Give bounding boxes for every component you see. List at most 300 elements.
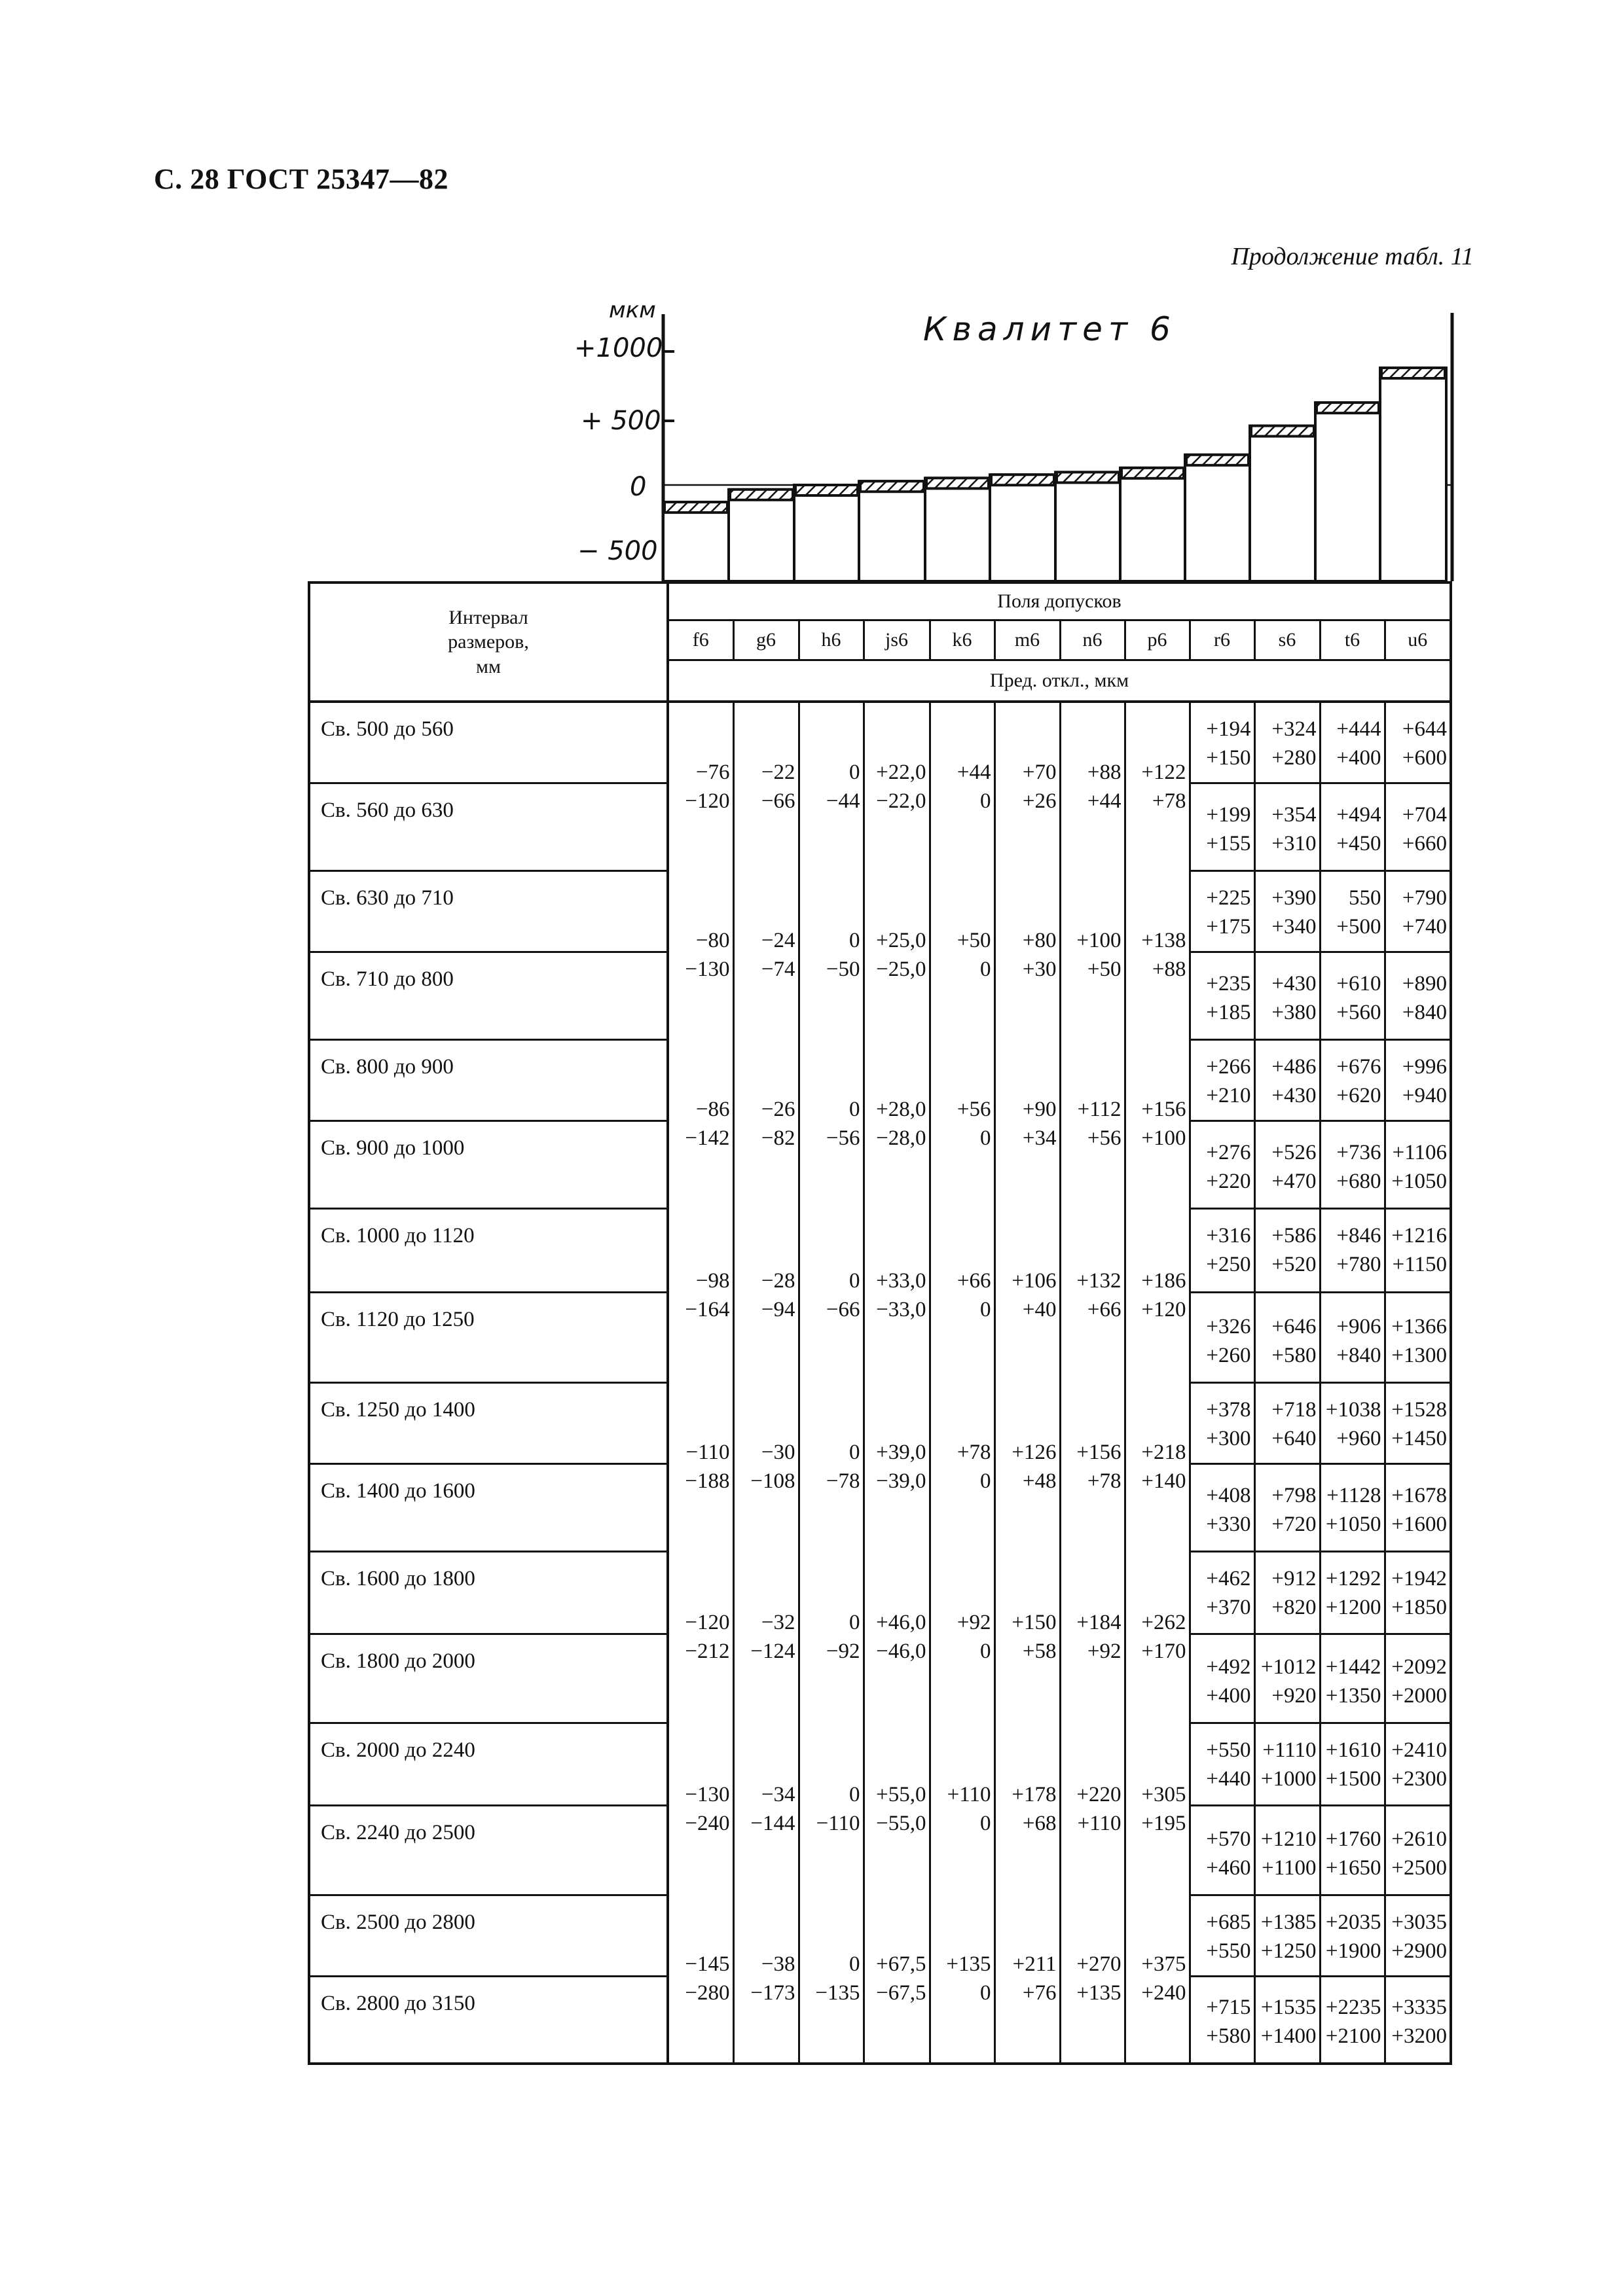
lower-deviation: +100 xyxy=(1141,1126,1186,1150)
upper-deviation: +494 xyxy=(1336,802,1381,827)
upper-deviation: +492 xyxy=(1206,1655,1251,1679)
deviation-cell-p6 xyxy=(1125,870,1190,1039)
deviation-cell-m6 xyxy=(994,1039,1060,1208)
lower-deviation: 0 xyxy=(980,958,991,981)
deviation-cell-f6 xyxy=(668,702,733,870)
deviation-cell-f6 xyxy=(668,1039,733,1208)
deviation-cell-u6 xyxy=(1385,702,1451,783)
lower-deviation: +88 xyxy=(1152,958,1186,981)
upper-deviation: 0 xyxy=(849,1269,860,1293)
lower-deviation: +56 xyxy=(1087,1126,1122,1150)
column-header-u6: u6 xyxy=(1385,620,1451,660)
upper-deviation: +408 xyxy=(1206,1483,1251,1507)
upper-deviation: 0 xyxy=(849,1952,860,1976)
upper-deviation: −120 xyxy=(685,1611,730,1634)
lower-deviation: +260 xyxy=(1206,1343,1251,1367)
upper-deviation: +199 xyxy=(1206,802,1251,827)
deviation-cell-u6 xyxy=(1385,1634,1451,1723)
lower-deviation: 0 xyxy=(980,1298,991,1321)
interval-label: Св. 900 до 1000 xyxy=(309,1121,668,1208)
upper-deviation: +1528 xyxy=(1391,1397,1447,1422)
lower-deviation: −124 xyxy=(750,1640,795,1663)
lower-deviation: −212 xyxy=(685,1640,730,1663)
y-label-plus-1000: +1000 xyxy=(574,333,663,363)
upper-deviation: +526 xyxy=(1271,1140,1317,1164)
lower-deviation: 0 xyxy=(980,1640,991,1663)
lower-deviation: +620 xyxy=(1336,1083,1381,1107)
upper-deviation: +218 xyxy=(1141,1441,1186,1464)
deviation-cell-f6 xyxy=(668,1895,733,2064)
deviation-cell-k6 xyxy=(930,1551,994,1723)
deviation-cell-r6 xyxy=(1190,1723,1254,1805)
column-header-n6: n6 xyxy=(1060,620,1125,660)
upper-deviation: 550 xyxy=(1349,886,1381,910)
deviation-cell-h6 xyxy=(799,1551,864,1723)
lower-deviation: +1500 xyxy=(1325,1767,1381,1791)
lower-deviation: +40 xyxy=(1022,1298,1057,1321)
field-column-u6 xyxy=(1380,368,1446,581)
upper-deviation: −76 xyxy=(695,761,730,784)
upper-deviation: +390 xyxy=(1271,886,1317,910)
upper-deviation: +112 xyxy=(1077,1098,1122,1121)
field-column-k6 xyxy=(925,478,990,581)
lower-deviation: +240 xyxy=(1141,1981,1186,2005)
lower-deviation: +1200 xyxy=(1325,1595,1381,1619)
lower-deviation: +1150 xyxy=(1392,1252,1447,1276)
deviation-cell-k6 xyxy=(930,1039,994,1208)
lower-deviation: +600 xyxy=(1402,746,1447,770)
upper-deviation: +375 xyxy=(1141,1952,1186,1976)
tolerance-band-k6 xyxy=(926,478,989,488)
lower-deviation: +520 xyxy=(1271,1252,1317,1276)
upper-deviation: −80 xyxy=(695,929,730,952)
upper-deviation: −110 xyxy=(685,1441,730,1464)
deviation-cell-g6 xyxy=(733,1723,799,1895)
deviation-cell-n6 xyxy=(1060,1208,1125,1382)
lower-deviation: 0 xyxy=(980,1981,991,2005)
lower-deviation: +300 xyxy=(1206,1426,1251,1450)
lower-deviation: −82 xyxy=(761,1126,795,1150)
upper-deviation: +122 xyxy=(1141,761,1186,784)
deviation-cell-js6 xyxy=(864,1895,930,2064)
deviation-cell-h6 xyxy=(799,1895,864,2064)
table-row xyxy=(309,1723,1451,1805)
lower-deviation: −108 xyxy=(750,1469,795,1493)
deviation-cell-f6 xyxy=(668,870,733,1039)
deviation-cell-t6 xyxy=(1320,1805,1385,1895)
upper-deviation: +1128 xyxy=(1326,1483,1381,1507)
tolerance-fields xyxy=(663,368,1446,581)
deviation-cell-g6 xyxy=(733,1895,799,2064)
column-header-r6: r6 xyxy=(1190,620,1254,660)
lower-deviation: +2300 xyxy=(1391,1767,1447,1791)
upper-deviation: +156 xyxy=(1141,1098,1186,1121)
deviation-cell-t6 xyxy=(1320,702,1385,783)
upper-deviation: +39,0 xyxy=(876,1441,926,1464)
lower-deviation: +450 xyxy=(1336,831,1381,855)
lower-deviation: −67,5 xyxy=(876,1981,926,2005)
deviation-cell-g6 xyxy=(733,1382,799,1551)
deviation-cell-k6 xyxy=(930,1208,994,1382)
lower-deviation: +110 xyxy=(1077,1811,1122,1835)
upper-deviation: +1535 xyxy=(1260,1996,1317,2019)
upper-deviation: +305 xyxy=(1141,1782,1186,1806)
upper-deviation: +2410 xyxy=(1391,1738,1447,1762)
column-header-g6: g6 xyxy=(733,620,799,660)
deviation-cell-p6 xyxy=(1125,1039,1190,1208)
tolerance-fields-header: Поля допусков xyxy=(668,583,1451,620)
upper-deviation: +1110 xyxy=(1262,1738,1317,1762)
interval-label: Св. 560 до 630 xyxy=(309,783,668,870)
lower-deviation: −50 xyxy=(826,958,860,981)
lower-deviation: +1900 xyxy=(1325,1939,1381,1963)
deviation-cell-r6 xyxy=(1190,783,1254,870)
deviation-cell-r6 xyxy=(1190,952,1254,1039)
upper-deviation: +644 xyxy=(1402,717,1447,741)
deviation-cell-u6 xyxy=(1385,1382,1451,1463)
upper-deviation: −28 xyxy=(761,1269,795,1293)
lower-deviation: −120 xyxy=(685,789,730,813)
upper-deviation: +135 xyxy=(946,1952,991,1976)
deviation-cell-s6 xyxy=(1254,952,1320,1039)
deviation-cell-s6 xyxy=(1254,1039,1320,1121)
interval-label: Св. 1120 до 1250 xyxy=(309,1292,668,1382)
column-header-h6: h6 xyxy=(799,620,864,660)
deviation-cell-t6 xyxy=(1320,1976,1385,2064)
deviation-cell-js6 xyxy=(864,1039,930,1208)
deviation-cell-p6 xyxy=(1125,1382,1190,1551)
upper-deviation: +46,0 xyxy=(876,1611,926,1634)
lower-deviation: +280 xyxy=(1271,746,1317,770)
deviation-cell-s6 xyxy=(1254,1895,1320,1976)
lower-deviation: +920 xyxy=(1271,1683,1317,1708)
upper-deviation: +570 xyxy=(1206,1827,1251,1851)
deviation-cell-m6 xyxy=(994,870,1060,1039)
upper-deviation: +178 xyxy=(1012,1782,1057,1806)
lower-deviation: +1050 xyxy=(1391,1169,1447,1193)
upper-deviation: +50 xyxy=(957,929,991,952)
lower-deviation: −56 xyxy=(826,1126,860,1150)
lower-deviation: +170 xyxy=(1141,1640,1186,1663)
upper-deviation: +2092 xyxy=(1391,1655,1447,1679)
upper-deviation: −98 xyxy=(695,1269,730,1293)
lower-deviation: −22,0 xyxy=(876,789,926,813)
deviation-cell-t6 xyxy=(1320,1634,1385,1723)
lower-deviation: −92 xyxy=(826,1640,860,1663)
upper-deviation: −145 xyxy=(685,1952,730,1976)
table-row xyxy=(309,1382,1451,1463)
page-header: С. 28 ГОСТ 25347—82 xyxy=(154,163,449,195)
lower-deviation: +1050 xyxy=(1325,1512,1381,1536)
upper-deviation: +70 xyxy=(1022,761,1057,784)
lower-deviation: −78 xyxy=(826,1469,860,1493)
column-header-k6: k6 xyxy=(930,620,994,660)
lower-deviation: −66 xyxy=(761,789,795,813)
deviation-cell-n6 xyxy=(1060,1723,1125,1895)
upper-deviation: +685 xyxy=(1206,1910,1251,1934)
lower-deviation: +940 xyxy=(1402,1083,1447,1107)
lower-deviation: +400 xyxy=(1336,746,1381,770)
deviation-cell-u6 xyxy=(1385,870,1451,952)
deviation-cell-t6 xyxy=(1320,1463,1385,1551)
upper-deviation: +462 xyxy=(1206,1566,1251,1590)
deviation-cell-t6 xyxy=(1320,870,1385,952)
upper-deviation: +1012 xyxy=(1260,1655,1317,1679)
upper-deviation: −32 xyxy=(761,1611,795,1634)
deviation-cell-u6 xyxy=(1385,1895,1451,1976)
deviation-cell-r6 xyxy=(1190,1805,1254,1895)
deviation-cell-g6 xyxy=(733,702,799,870)
upper-deviation: +55,0 xyxy=(876,1782,926,1806)
deviation-cell-u6 xyxy=(1385,1976,1451,2064)
lower-deviation: +220 xyxy=(1206,1169,1251,1193)
interval-label: Св. 500 до 560 xyxy=(309,702,668,783)
deviation-cell-n6 xyxy=(1060,1895,1125,2064)
deviation-cell-k6 xyxy=(930,870,994,1039)
field-column-h6 xyxy=(794,485,859,581)
deviation-cell-s6 xyxy=(1254,783,1320,870)
upper-deviation: −26 xyxy=(761,1098,795,1121)
upper-deviation: −130 xyxy=(685,1782,730,1806)
deviation-cell-r6 xyxy=(1190,1121,1254,1208)
lower-deviation: +1600 xyxy=(1391,1512,1447,1536)
upper-deviation: +890 xyxy=(1402,971,1447,996)
upper-deviation: −38 xyxy=(761,1952,795,1976)
lower-deviation: +185 xyxy=(1206,1000,1251,1024)
diagram-title: Квалитет 6 xyxy=(923,310,1176,348)
lower-deviation: +1250 xyxy=(1260,1939,1317,1963)
interval-label: Св. 800 до 900 xyxy=(309,1039,668,1121)
upper-deviation: +2610 xyxy=(1391,1827,1447,1851)
table-row xyxy=(309,870,1451,952)
lower-deviation: +150 xyxy=(1206,746,1251,770)
deviation-cell-s6 xyxy=(1254,1976,1320,2064)
upper-deviation: +354 xyxy=(1271,802,1317,827)
deviation-cell-s6 xyxy=(1254,1634,1320,1723)
lower-deviation: +1300 xyxy=(1391,1343,1447,1367)
upper-deviation: +1216 xyxy=(1391,1223,1447,1247)
upper-deviation: +798 xyxy=(1271,1483,1317,1507)
deviation-cell-f6 xyxy=(668,1382,733,1551)
lower-deviation: +580 xyxy=(1206,2024,1251,2048)
lower-deviation: −280 xyxy=(685,1981,730,2005)
tolerance-table xyxy=(308,581,1452,2065)
deviation-cell-s6 xyxy=(1254,1551,1320,1634)
upper-deviation: +90 xyxy=(1022,1098,1057,1121)
upper-deviation: +378 xyxy=(1206,1397,1251,1422)
deviation-cell-u6 xyxy=(1385,1551,1451,1634)
upper-deviation: +28,0 xyxy=(876,1098,926,1121)
upper-deviation: +88 xyxy=(1087,761,1122,784)
upper-deviation: +718 xyxy=(1271,1397,1317,1422)
deviation-cell-t6 xyxy=(1320,1382,1385,1463)
deviation-cell-r6 xyxy=(1190,1551,1254,1634)
deviation-cell-u6 xyxy=(1385,1039,1451,1121)
tolerance-band-p6 xyxy=(1122,468,1184,478)
y-label-plus-500: + 500 xyxy=(581,406,661,436)
lower-deviation: −240 xyxy=(685,1811,730,1835)
lower-deviation: +460 xyxy=(1206,1856,1251,1880)
deviation-cell-h6 xyxy=(799,1382,864,1551)
tolerance-band-n6 xyxy=(1057,472,1119,482)
interval-label: Св. 2000 до 2240 xyxy=(309,1723,668,1805)
lower-deviation: +30 xyxy=(1022,958,1057,981)
upper-deviation: +1292 xyxy=(1325,1566,1381,1590)
table-row xyxy=(309,702,1451,783)
deviation-cell-t6 xyxy=(1320,1723,1385,1805)
lower-deviation: +44 xyxy=(1087,789,1122,813)
table-continuation-caption: Продолжение табл. 11 xyxy=(1231,243,1474,270)
deviation-cell-t6 xyxy=(1320,1121,1385,1208)
field-column-n6 xyxy=(1055,472,1120,581)
deviation-cell-g6 xyxy=(733,1039,799,1208)
deviation-cell-r6 xyxy=(1190,702,1254,783)
deviation-cell-s6 xyxy=(1254,1723,1320,1805)
tolerance-band-s6 xyxy=(1251,426,1314,437)
upper-deviation: −30 xyxy=(761,1441,795,1464)
tolerance-band-t6 xyxy=(1317,403,1379,413)
deviation-cell-js6 xyxy=(864,1551,930,1723)
interval-label: Св. 1400 до 1600 xyxy=(309,1463,668,1551)
deviation-cell-n6 xyxy=(1060,1551,1125,1723)
diagram-unit-label: мкм xyxy=(609,297,656,323)
deviation-cell-h6 xyxy=(799,1208,864,1382)
upper-deviation: 0 xyxy=(849,1098,860,1121)
upper-deviation: −22 xyxy=(761,761,795,784)
deviation-cell-r6 xyxy=(1190,1463,1254,1551)
lower-deviation: 0 xyxy=(980,1811,991,1835)
lower-deviation: +78 xyxy=(1087,1469,1122,1493)
lower-deviation: +250 xyxy=(1206,1252,1251,1276)
lower-deviation: −39,0 xyxy=(876,1469,926,1493)
upper-deviation: +704 xyxy=(1402,802,1447,827)
lower-deviation: +195 xyxy=(1141,1811,1186,1835)
upper-deviation: +1366 xyxy=(1391,1314,1447,1338)
table-row xyxy=(309,1208,1451,1292)
lower-deviation: +1400 xyxy=(1260,2024,1317,2048)
upper-deviation: +225 xyxy=(1206,886,1251,910)
upper-deviation: +25,0 xyxy=(876,929,926,952)
deviation-cell-s6 xyxy=(1254,1121,1320,1208)
deviation-cell-s6 xyxy=(1254,1382,1320,1463)
deviation-cell-t6 xyxy=(1320,1208,1385,1292)
lower-deviation: +330 xyxy=(1206,1512,1251,1536)
upper-deviation: 0 xyxy=(849,929,860,952)
field-column-m6 xyxy=(990,475,1055,581)
field-column-g6 xyxy=(729,490,794,581)
deviation-cell-r6 xyxy=(1190,1895,1254,1976)
deviation-cell-r6 xyxy=(1190,1039,1254,1121)
upper-deviation: +110 xyxy=(947,1782,991,1806)
deviation-cell-n6 xyxy=(1060,702,1125,870)
upper-deviation: +44 xyxy=(957,761,991,784)
lower-deviation: +2000 xyxy=(1391,1683,1447,1708)
lower-deviation: +34 xyxy=(1022,1126,1057,1150)
upper-deviation: +2235 xyxy=(1325,1996,1381,2019)
interval-label: Св. 2240 до 2500 xyxy=(309,1805,668,1895)
deviation-cell-u6 xyxy=(1385,1208,1451,1292)
interval-header xyxy=(309,583,668,702)
lower-deviation: +66 xyxy=(1087,1298,1122,1321)
lower-deviation: +430 xyxy=(1271,1083,1317,1107)
field-column-f6 xyxy=(663,502,729,581)
lower-deviation: +580 xyxy=(1271,1343,1317,1367)
deviation-cell-s6 xyxy=(1254,1208,1320,1292)
upper-deviation: −24 xyxy=(761,929,795,952)
lower-deviation: +140 xyxy=(1141,1469,1186,1493)
deviation-cell-h6 xyxy=(799,1723,864,1895)
lower-deviation: +680 xyxy=(1336,1169,1381,1193)
lower-deviation: +58 xyxy=(1022,1640,1057,1663)
lower-deviation: +1000 xyxy=(1260,1767,1317,1791)
upper-deviation: +1385 xyxy=(1260,1910,1317,1934)
deviation-cell-r6 xyxy=(1190,870,1254,952)
upper-deviation: +126 xyxy=(1012,1441,1057,1464)
deviation-cell-r6 xyxy=(1190,1208,1254,1292)
deviation-cell-js6 xyxy=(864,870,930,1039)
upper-deviation: +211 xyxy=(1012,1952,1057,1976)
lower-deviation: −74 xyxy=(761,958,795,981)
interval-header-line-2: размеров, xyxy=(448,631,529,653)
upper-deviation: +1210 xyxy=(1260,1827,1317,1851)
lower-deviation: −173 xyxy=(750,1981,795,2005)
upper-deviation: +2035 xyxy=(1325,1910,1381,1934)
interval-header-line-3: мм xyxy=(476,655,501,677)
upper-deviation: +184 xyxy=(1076,1611,1122,1634)
upper-deviation: +486 xyxy=(1271,1054,1317,1079)
upper-deviation: −34 xyxy=(761,1782,795,1806)
upper-deviation: +790 xyxy=(1402,886,1447,910)
upper-deviation: +430 xyxy=(1271,971,1317,996)
deviation-cell-k6 xyxy=(930,1723,994,1895)
upper-deviation: +906 xyxy=(1336,1314,1381,1338)
upper-deviation: +1610 xyxy=(1325,1738,1381,1762)
deviation-cell-s6 xyxy=(1254,870,1320,952)
deviation-cell-r6 xyxy=(1190,1976,1254,2064)
upper-deviation: +912 xyxy=(1271,1566,1317,1590)
upper-deviation: +220 xyxy=(1076,1782,1122,1806)
deviation-cell-p6 xyxy=(1125,702,1190,870)
deviation-cell-m6 xyxy=(994,1551,1060,1723)
deviation-cell-t6 xyxy=(1320,1895,1385,1976)
deviation-cell-r6 xyxy=(1190,1634,1254,1723)
lower-deviation: +68 xyxy=(1022,1811,1057,1835)
lower-deviation: +310 xyxy=(1271,831,1317,855)
field-column-p6 xyxy=(1120,468,1185,581)
interval-label: Св. 710 до 800 xyxy=(309,952,668,1039)
deviation-cell-m6 xyxy=(994,1208,1060,1382)
interval-label: Св. 2800 до 3150 xyxy=(309,1976,668,2064)
deviation-cell-g6 xyxy=(733,1551,799,1723)
upper-deviation: +56 xyxy=(957,1098,991,1121)
field-column-r6 xyxy=(1185,455,1250,581)
upper-deviation: +736 xyxy=(1336,1140,1381,1164)
interval-label: Св. 1000 до 1120 xyxy=(309,1208,668,1292)
lower-deviation: +155 xyxy=(1206,831,1251,855)
deviation-cell-u6 xyxy=(1385,1805,1451,1895)
upper-deviation: +92 xyxy=(957,1611,991,1634)
column-header-f6: f6 xyxy=(668,620,733,660)
upper-deviation: +646 xyxy=(1271,1314,1317,1338)
deviation-cell-s6 xyxy=(1254,1463,1320,1551)
lower-deviation: +2100 xyxy=(1325,2024,1381,2048)
lower-deviation: +780 xyxy=(1336,1252,1381,1276)
upper-deviation: +846 xyxy=(1336,1223,1381,1247)
y-label-zero: 0 xyxy=(630,472,647,502)
upper-deviation: +106 xyxy=(1012,1269,1057,1293)
lower-deviation: −55,0 xyxy=(876,1811,926,1835)
deviation-cell-f6 xyxy=(668,1723,733,1895)
